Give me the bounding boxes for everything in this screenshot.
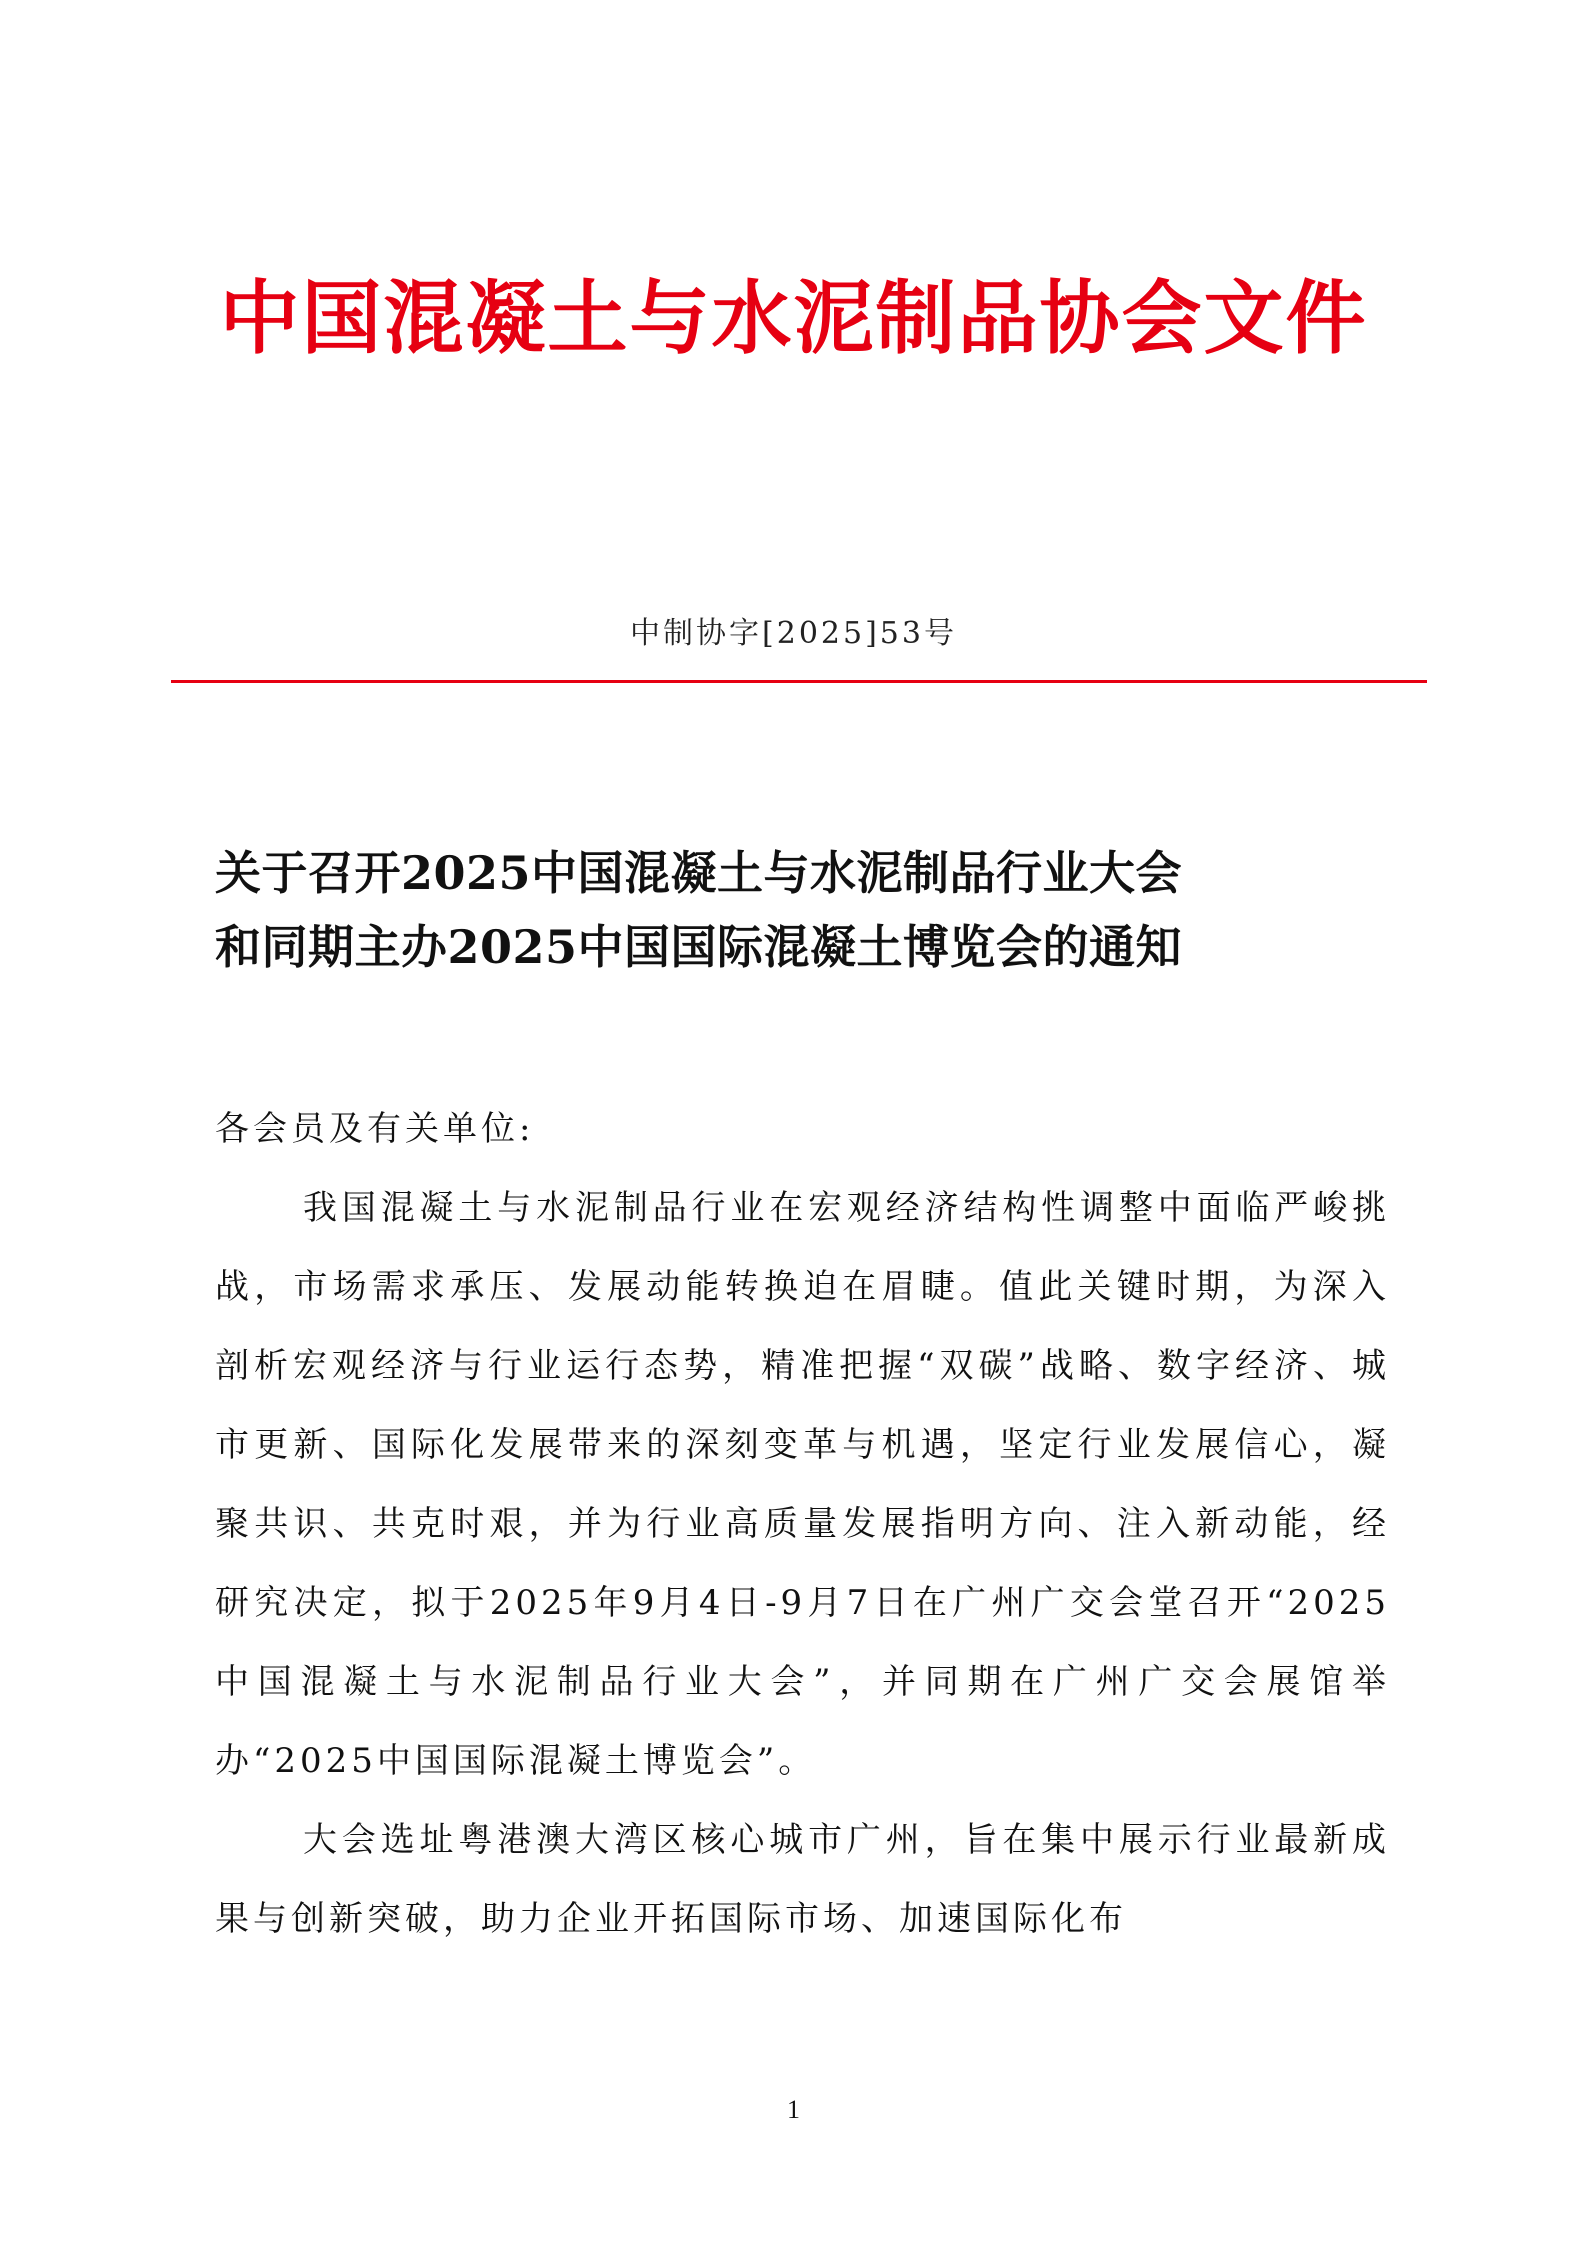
document-number: 中制协字[2025]53号 [630, 616, 957, 651]
red-divider-line [171, 680, 1427, 683]
body-paragraph-1: 我国混凝土与水泥制品行业在宏观经济结构性调整中面临严峻挑战，市场需求承压、发展动能转换迫在眉睫。值此关键时期，为深入剖析宏观经济与行业运行态势，精准把握“双碳”战略、数字经济、城市更新、国际化发展带来的深刻变革与机遇，坚定行业发展信心，凝聚共识、共克时艰，并为行业高质量发展指明方向、注入新动能，经研究决定，拟于2025年9月4日-9月7日在广州广交会堂召开“2025中国混凝土与水泥制品行业大会”，并同期在广州广交会展馆举办“2025中国国际混凝土博览会”。 [215, 1188, 1390, 1781]
org-header-title: 中国混凝土与水泥制品协会文件 [219, 271, 1368, 365]
body-paragraph-2: 大会选址粤港澳大湾区核心城市广州，旨在集中展示行业最新成果与创新突破，助力企业开拓国际市场、加速国际化布 [215, 1820, 1390, 1939]
page-number: 1 [787, 2095, 800, 2124]
salutation: 各会员及有关单位: [215, 1109, 535, 1149]
document-body [215, 1090, 1390, 1959]
notice-title [215, 836, 1395, 984]
notice-title-line-2: 和同期主办2025中国国际混凝土博览会的通知 [215, 920, 1183, 974]
notice-title-line-1: 关于召开2025中国混凝土与水泥制品行业大会 [215, 846, 1183, 900]
